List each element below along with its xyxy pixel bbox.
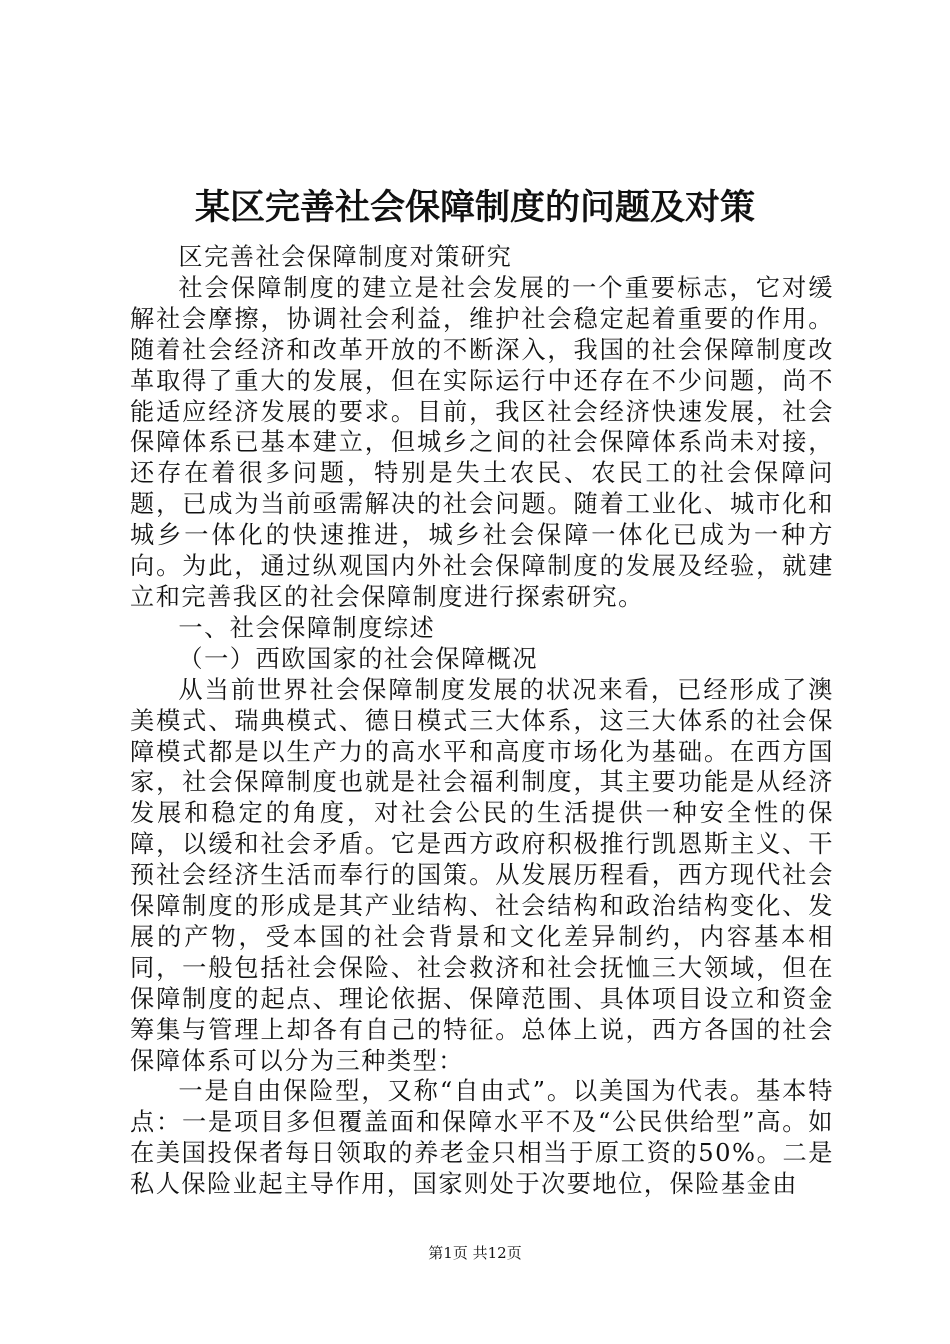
subtitle-paragraph: 区完善社会保障制度对策研究 bbox=[178, 243, 513, 271]
document-title: 某区完善社会保障制度的问题及对策 bbox=[194, 187, 755, 228]
section-heading: 一、社会保障制度综述 bbox=[178, 613, 436, 642]
body-paragraph: 一是自由保险型，又称“自由式”。以美国为代表。基本特点：一是项目多但覆盖面和保障水平不及“公民供给型”高。如在美国投保者每日领取的养老金只相当于原工资的50%。二是私人保险业起主导作用，国家则处于次要地位，保险基金由 bbox=[130, 1077, 834, 1199]
subsection-heading: （一）西欧国家的社会保障概况 bbox=[178, 644, 539, 673]
page-footer: 第1页 共12页 bbox=[428, 1244, 522, 1262]
document-body bbox=[130, 242, 834, 1200]
body-paragraph: 从当前世界社会保障制度发展的状况来看，已经形成了澳美模式、瑞典模式、德日模式三大体系，这三大体系的社会保障模式都是以生产力的高水平和高度市场化为基础。在西方国家，社会保障制度也就是社会福利制度，其主要功能是从经济发展和稳定的角度，对社会公民的生活提供一种安全性的保障，以缓和社会矛盾。它是西方政府积极推行凯恩斯主义、干预社会经济生活而奉行的国策。从发展历程看，西方现代社会保障制度的形成是其产业结构、社会结构和政治结构变化、发展的产物，受本国的社会背景和文化差异制约，内容基本相同，一般包括社会保险、社会救济和社会抚恤三大领域，但在保障制度的起点、理论依据、保障范围、具体项目设立和资金筹集与管理上却各有自己的特征。总体上说，西方各国的社会保障体系可以分为三种类型： bbox=[130, 675, 834, 1075]
intro-paragraph: 社会保障制度的建立是社会发展的一个重要标志，它对缓解社会摩擦，协调社会利益，维护社会稳定起着重要的作用。随着社会经济和改革开放的不断深入，我国的社会保障制度改革取得了重大的发展，但在实际运行中还存在不少问题，尚不能适应经济发展的要求。目前，我区社会经济快速发展，社会保障体系已基本建立，但城乡之间的社会保障体系尚未对接，还存在着很多问题，特别是失土农民、农民工的社会保障问题，已成为当前亟需解决的社会问题。随着工业化、城市化和城乡一体化的快速推进，城乡社会保障一体化已成为一种方向。为此，通过纵观国内外社会保障制度的发展及经验，就建立和完善我区的社会保障制度进行探索研究。 bbox=[130, 273, 834, 611]
